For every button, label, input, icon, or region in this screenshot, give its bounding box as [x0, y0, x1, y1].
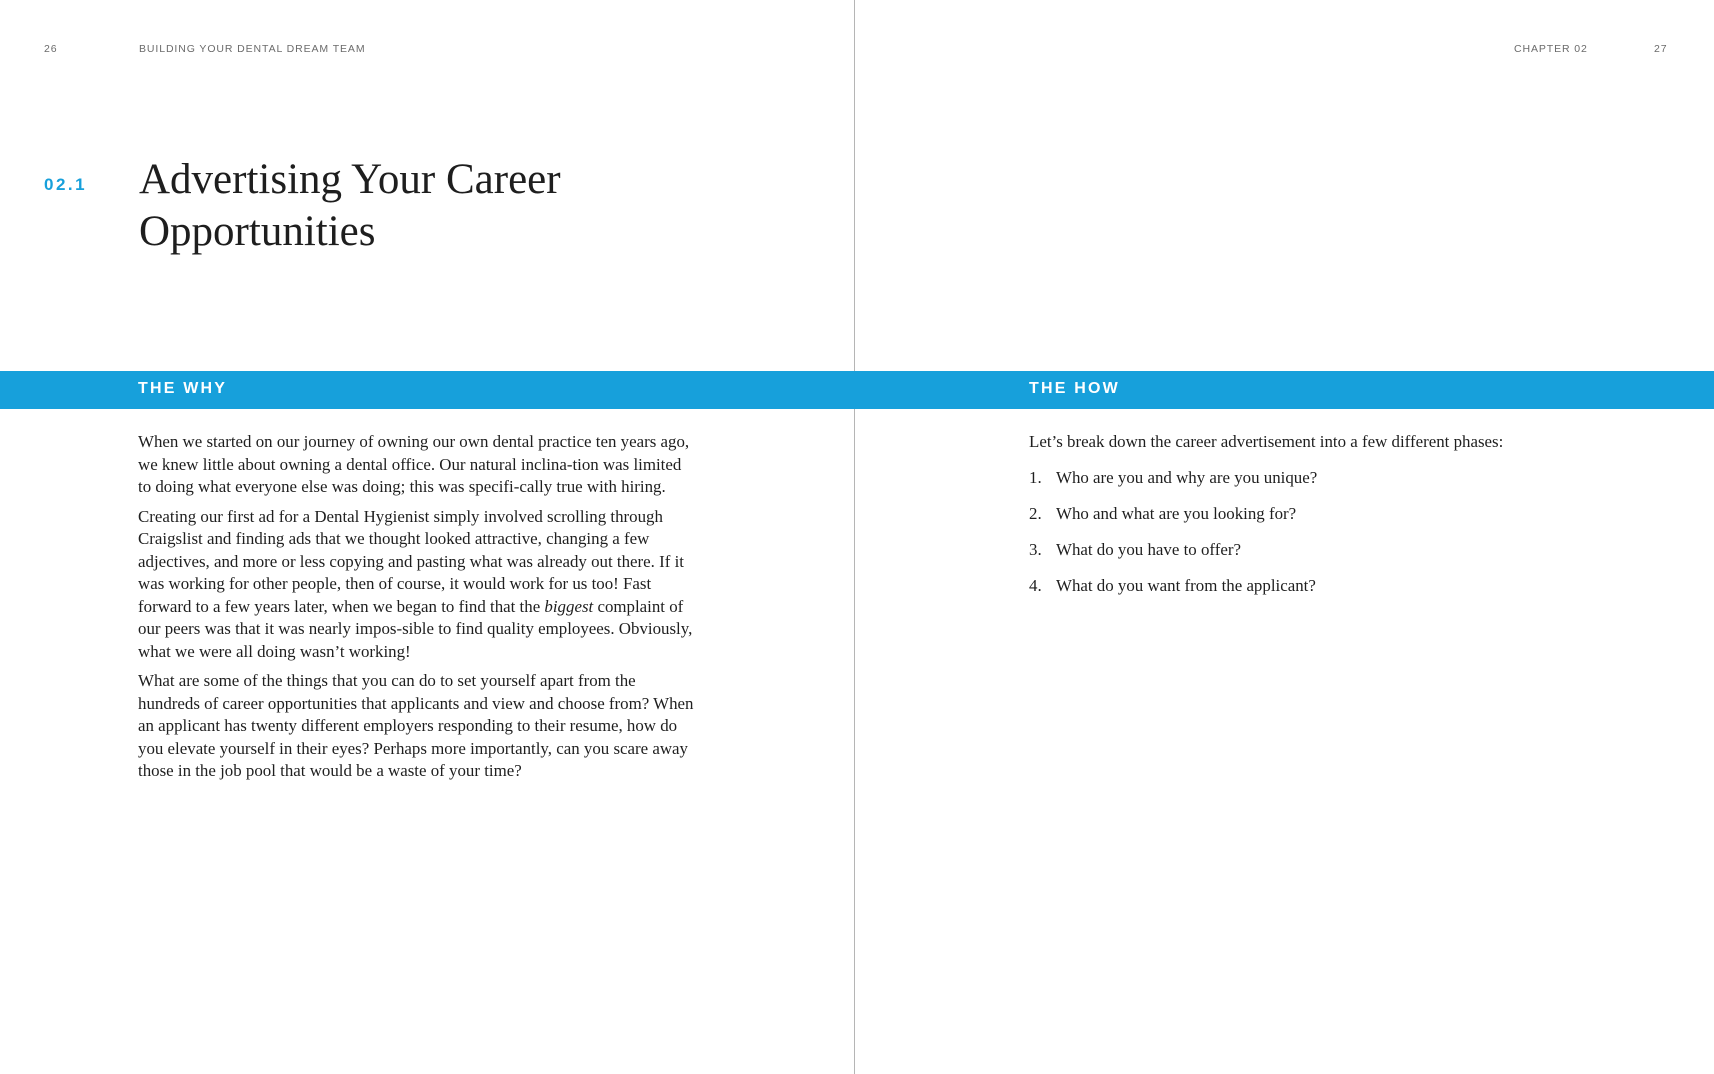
emphasis-biggest: biggest	[544, 596, 594, 616]
body-paragraph-1: When we started on our journey of owning our own dental practice ten years ago, we knew little about owning a dental office. Our natural inclina-tion was limited to doing what everyone else was doing; this was specifi-cally true with hiring.	[138, 432, 690, 496]
section-number: 02.1	[44, 175, 88, 194]
list-item	[1029, 467, 1669, 503]
band-label-how: THE HOW	[1029, 380, 1120, 397]
body-paragraph-2-end: complaint of our peers was that it was nearly impos-sible to find quality employees. Obviously, what we were all doing wasn’t working!	[138, 596, 693, 661]
list-item-number: 2.	[1029, 503, 1042, 523]
list-item	[1029, 503, 1669, 539]
left-body-text	[138, 431, 698, 790]
right-body-text	[1029, 431, 1669, 611]
list-item-number: 3.	[1029, 539, 1042, 559]
body-paragraph-2	[138, 506, 698, 664]
body-paragraph-3: What are some of the things that you can do to set yourself apart from the hundreds of career opportunities that applicants and view and choose from? When an applicant has twenty different employers responding to their resume, how do you elevate yourself in their eyes? Perhaps more importantly, can you scare away those in the job pool that would be a waste of your time?	[138, 671, 694, 780]
page-title	[139, 154, 779, 258]
left-running-head: BUILDING YOUR DENTAL DREAM TEAM	[139, 43, 366, 55]
list-item	[1029, 539, 1669, 575]
band-label-why: THE WHY	[138, 380, 228, 397]
list-item-text: What do you have to offer?	[1056, 539, 1241, 559]
list-item-text: Who and what are you looking for?	[1056, 503, 1297, 523]
list-item-text: What do you want from the applicant?	[1056, 575, 1316, 595]
page-gutter-divider	[854, 0, 855, 1074]
list-item-text: Who are you and why are you unique?	[1056, 467, 1318, 487]
phase-list	[1029, 467, 1669, 611]
list-item-number: 4.	[1029, 575, 1042, 595]
list-item-number: 1.	[1029, 467, 1042, 487]
page-title-line-2: Opportunities	[139, 208, 376, 255]
body-paragraph-2-start: Creating our first ad for a Dental Hygienist simply involved scrolling through Craigslist and finding ads that we thought looked attractive, changing a few adjectives, and more or less copying and pasting what was already out there. If it was working for other people, then of course, it would work for us too! Fast forward to a few years later, when we began to find that the	[138, 506, 684, 616]
page-title-line-1: Advertising Your Career	[139, 156, 561, 203]
right-running-head: CHAPTER 02	[1514, 43, 1588, 55]
phases-intro: Let’s break down the career advertisement into a few different phases:	[1029, 432, 1504, 451]
right-page-number: 27	[1654, 43, 1668, 55]
section-band	[0, 371, 1714, 409]
left-page-number: 26	[44, 43, 58, 55]
list-item	[1029, 575, 1669, 611]
